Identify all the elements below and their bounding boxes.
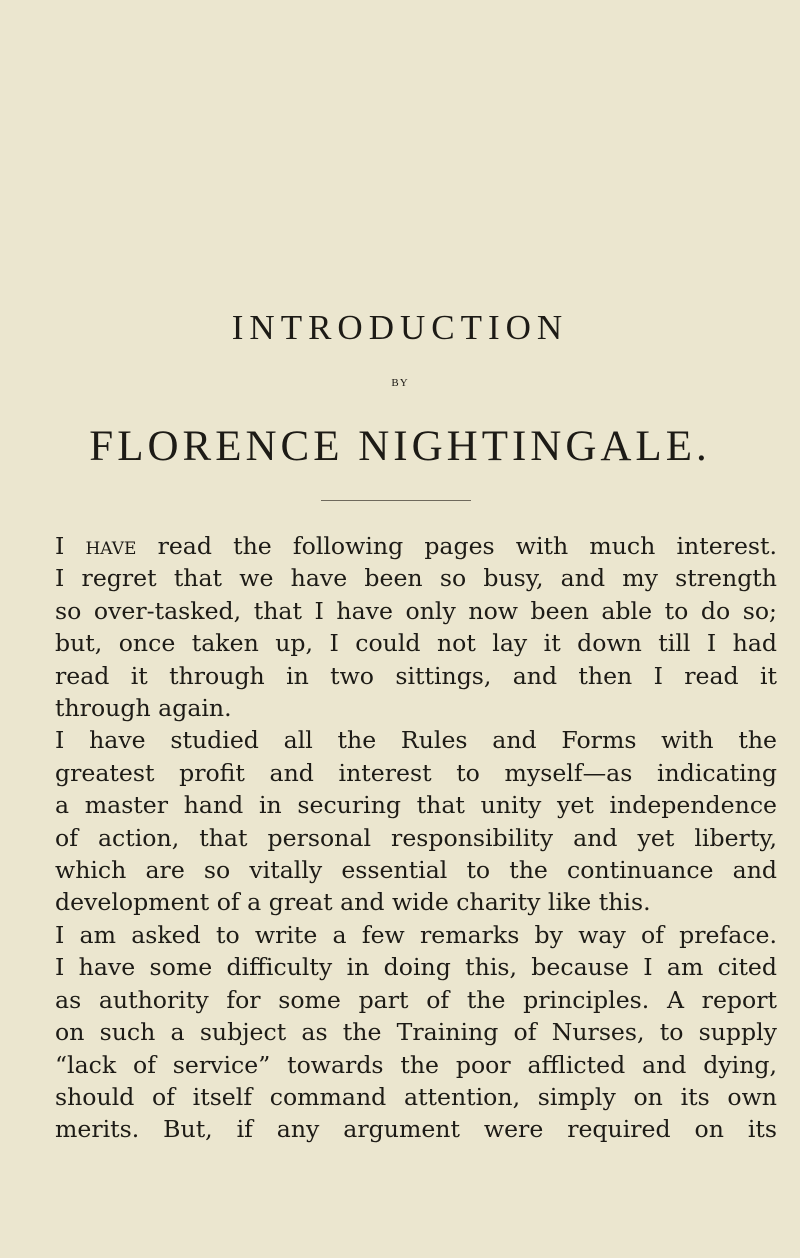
- author-name: FLORENCE NIGHTINGALE.: [89, 423, 711, 470]
- text-line: I regret that we have been so busy, and my strength: [55, 564, 777, 593]
- text-line: a master hand in securing that unity yet independence: [55, 791, 777, 820]
- text-line: I have read the following pages with much interest.: [55, 532, 777, 560]
- byline-label: BY: [391, 377, 409, 389]
- text-line: greatest profit and interest to myself—as indicating: [55, 758, 777, 787]
- text-line: through again.: [55, 694, 232, 723]
- text-line: so over-tasked, that I have only now been able to do so;: [55, 596, 777, 625]
- text-line: I have some difficulty in doing this, because I am cited: [55, 953, 777, 982]
- body-text: [55, 530, 777, 1146]
- text-line: should of itself command attention, simply on its own: [55, 1082, 777, 1111]
- text-line: on such a subject as the Training of Nurses, to supply: [55, 1018, 777, 1047]
- divider-rule: [321, 500, 471, 501]
- text-line: but, once taken up, I could not lay it down till I had: [55, 629, 777, 658]
- text-line: read it through in two sittings, and then I read it: [55, 661, 777, 690]
- text-line: merits. But, if any argument were required on its: [55, 1115, 777, 1144]
- text-line: I am asked to write a few remarks by way of preface.: [55, 920, 777, 949]
- text-line: which are so vitally essential to the continuance and: [55, 856, 777, 885]
- text-line: as authority for some part of the principles. A report: [55, 985, 777, 1014]
- text-line: of action, that personal responsibility and yet liberty,: [55, 823, 777, 852]
- text-line: “lack of service” towards the poor afflicted and dying,: [55, 1050, 777, 1079]
- text-line: development of a great and wide charity like this.: [55, 888, 651, 917]
- page-title: INTRODUCTION: [231, 308, 569, 347]
- text-line: I have studied all the Rules and Forms with the: [55, 726, 777, 755]
